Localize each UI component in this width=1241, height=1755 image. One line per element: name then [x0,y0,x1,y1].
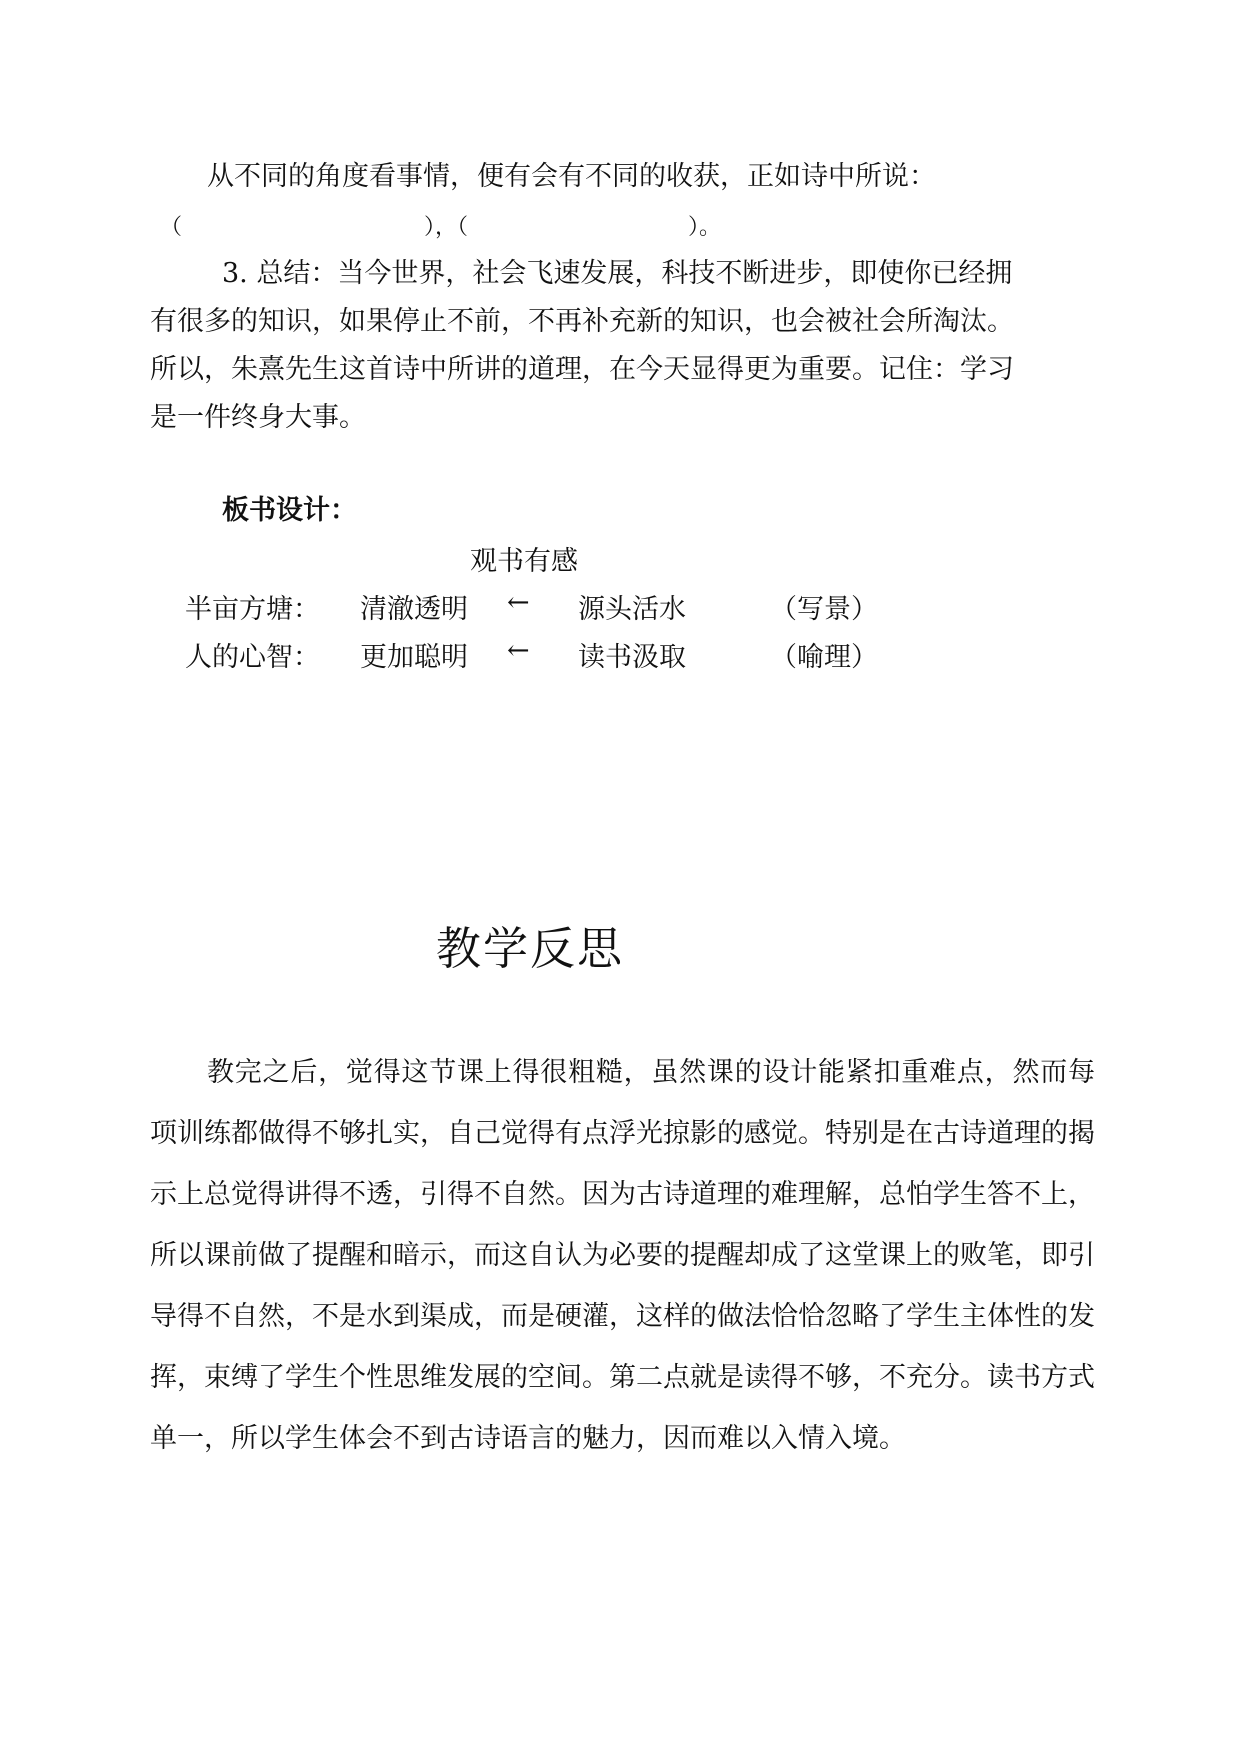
intro-line: 从不同的角度看事情，便有会有不同的收获，正如诗中所说： [207,161,936,192]
board-row-1-cause: 源头活水 [578,594,686,625]
board-row-2-label: 人的心智： [185,642,320,673]
board-row-2-note: （喻理） [770,642,878,673]
fill-in-blanks: （ ），（ ）。 [160,215,722,240]
arrow-left-icon: ← [507,635,530,666]
board-row-1-label: 半亩方塘： [185,594,320,625]
reflection-title: 教学反思 [436,922,625,975]
board-heading: 板书设计： [222,495,357,526]
summary-line-1: 3. 总结：当今世界，社会飞速发展，科技不断进步，即使你已经拥 [222,258,1013,289]
board-title: 观书有感 [470,546,578,577]
arrow-left-icon: ← [507,587,530,618]
summary-line-4: 是一件终身大事。 [150,402,366,433]
board-row-2-cause: 读书汲取 [578,642,686,673]
summary-line-3: 所以，朱熹先生这首诗中所讲的道理，在今天显得更为重要。记住：学习 [150,354,1014,385]
summary-line-2: 有很多的知识，如果停止不前，不再补充新的知识，也会被社会所淘汰。 [150,306,1014,337]
board-row-2-result: 更加聪明 [360,642,468,673]
reflection-paragraph: 教完之后，觉得这节课上得很粗糙，虽然课的设计能紧扣重难点，然而每项训练都做得不够扎实，自己觉得有点浮光掠影的感觉。特别是在古诗道理的揭示上总觉得讲得不透，引得不自然。因为古诗道理的难理解，总怕学生答不上，所以课前做了提醒和暗示，而这自认为必要的提醒却成了这堂课上的败笔，即引导得不自然，不是水到渠成，而是硬灌，这样的做法恰恰忽略了学生主体性的发挥，束缚了学生个性思维发展的空间。第二点就是读得不够，不充分。读书方式单一，所以学生体会不到古诗语言的魅力，因而难以入情入境。 [150,1057,1095,1454]
reflection-body [150,1042,1095,1469]
board-row-1-note: （写景） [770,594,878,625]
board-row-1-result: 清澈透明 [360,594,468,625]
